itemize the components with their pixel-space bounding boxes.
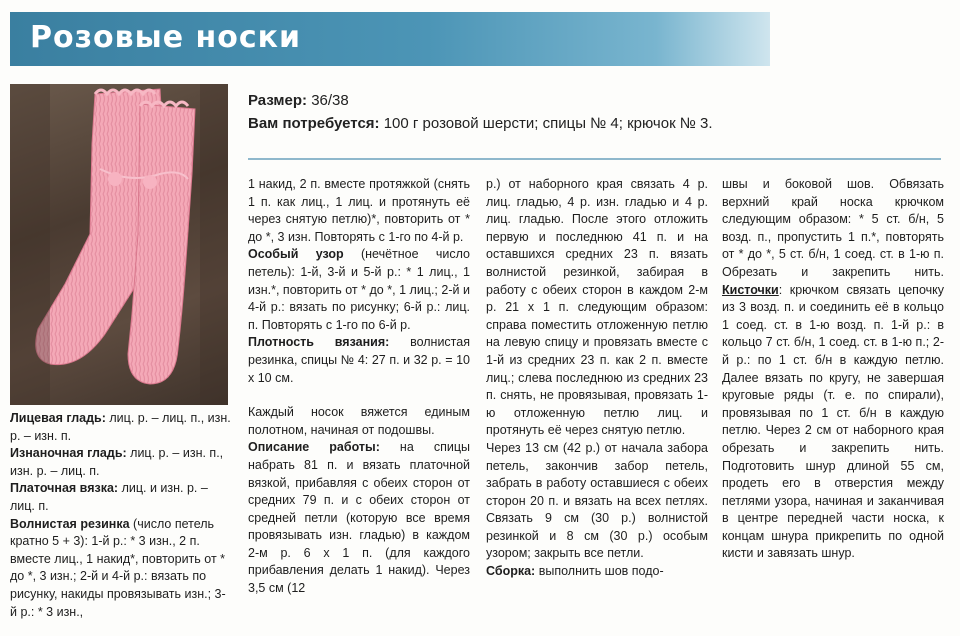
materials-label: Вам потребуется: <box>248 115 380 132</box>
page-title: Розовые носки <box>30 20 302 55</box>
tassels-text: : крючком связать цепочку из 3 возд. п. и соединить её в кольцо 1 соед. ст. в 1-ю возд. п. 1-й р.: в кольцо 7 ст. б/н, 1 соед. ст. в 1-ю п.; 2-й р.: по 1 ст. б/н в каждую петлю. Далее вязать по кругу, не завершая круговые ряды (т. е. по спирали), провязывая по 1 ст. б/н в каждую петлю. Через 2 см от наборного края обрезать и закрепить нить. Подготовить шнур длиной 55 см, продеть его в отверстия между петлями узора, начиная и заканчивая в центре передней части носка, к концам шнура прикрепить по одной кисти и завязать шнур. <box>722 282 944 561</box>
assembly <box>486 563 708 581</box>
special-pattern <box>248 246 470 334</box>
stitch-text: (число петель кратно 5 + 3): 1-й р.: * 3 изн., 2 п. вместе лиц., 1 накид*, повторить от * до *, 3 изн.; 2-й и 4-й р.: вязать по рисунку, накиды провязывать изн.; 3-й р.: * 3 изн., <box>10 516 226 619</box>
size-line <box>248 89 948 112</box>
paragraph: 1 накид, 2 п. вместе протяжкой (снять 1 п. как лиц., 1 лиц. и протянуть её через снятую петлю)*, повторить от * до *, 3 изн. Повторять с 1-го по 4-й р. <box>248 177 470 244</box>
stitch-garter <box>10 480 232 515</box>
gauge-label: Плотность вязания: <box>248 335 390 350</box>
stitch-wavy-rib <box>10 516 232 622</box>
paragraph: Каждый носок вяжется единым полотном, начиная от подошвы. <box>248 405 470 437</box>
header-banner <box>10 12 770 66</box>
gauge-text: волнистая резинка, спицы № 4: 27 п. и 32 р. = 10 х 10 см. <box>248 335 470 385</box>
work-description <box>248 439 470 597</box>
stitch-label: Лицевая гладь: <box>10 411 106 425</box>
stitch-text: лиц. р. – изн. п., изн. р. – лиц. п. <box>10 446 224 478</box>
pattern-text: (нечётное число петель): 1-й, 3-й и 5-й р.: * 1 лиц., 1 изн.*, повторить от * до *, 1 лиц.; 2-й и 4-й р.: вязать по рисунку; 6-й р.: лиц. п. Повторять с 1-го по 6-й р. <box>248 247 470 332</box>
size-label: Размер: <box>248 92 308 109</box>
stitch-label: Изнаночная гладь: <box>10 446 127 461</box>
column-2 <box>248 176 470 598</box>
materials-line <box>248 112 948 135</box>
column-3 <box>486 176 708 581</box>
stitch-text: лиц. и изн. р. – лиц. п. <box>10 481 208 513</box>
stitch-text: лиц. р. – лиц. п., изн. р. – изн. п. <box>10 411 231 443</box>
column-1 <box>10 410 232 621</box>
gauge <box>248 334 470 387</box>
paragraph: р.) от наборного края связать 4 р. лиц. гладью, 4 р. изн. гладью и 4 р. лиц. гладью. После этого отложить первую и последнюю 41 п. и на оставшихся средних 23 п. вязать волнистой резинкой, забирая в работу с обеих сторон в каждом 2-м р. 21 х 1 п. следующим образом: справа поместить отложенную петлю на левую спицу и провязать вместе с 1-й из средних 23 п. как 2 п. вместе лиц.; слева последнюю из средних 23 п. снять, не провязывая, провязать 1-ю отложенную петлю лиц. и протянуть её через снятую петлю. <box>486 177 708 438</box>
pink-socks-illustration <box>10 84 228 405</box>
pattern-label: Особый узор <box>248 247 344 262</box>
stitch-label: Платочная вязка: <box>10 481 119 496</box>
work-text: на спицы набрать 81 п. и вязать платочной вязкой, прибавляя с обеих сторон от средних 79 п. и с обеих сторон от средней петли (которую все время провязывать изн. гладью) в каждом 2-м р. 6 х 1 п. (для каждого прибавления делать 1 накид). Через 3,5 см (12 <box>248 440 470 596</box>
paragraph: швы и боковой шов. Обвязать верхний край носка крючком следующим образом: * 5 ст. б/н, 5 возд. п., пропустить 1 п.*, повторять от * до *, 5 ст. б/н, 1 соед. ст. в 1-ю п. Обрезать и закрепить нить. <box>722 177 944 279</box>
finishing <box>722 176 944 563</box>
assembly-label: Сборка: <box>486 564 536 579</box>
paragraph: Через 13 см (42 р.) от начала забора петель, закончив забор петель, забрать в работу оставшиеся с обеих сторон 20 п. и вязать на всех петлях. Связать 9 см (30 р.) волнистой резинкой и 8 см (30 р.) особым узором; закрыть все петли. <box>486 440 708 561</box>
section-divider <box>248 158 941 160</box>
stitch-stockinette <box>10 410 232 445</box>
assembly-text: выполнить шов подо- <box>538 564 664 579</box>
stitch-label: Волнистая резинка <box>10 516 130 531</box>
materials-value: 100 г розовой шерсти; спицы № 4; крючок № 3. <box>383 115 713 132</box>
sock-photo <box>10 84 228 405</box>
intro-block <box>248 89 948 135</box>
column-4 <box>722 176 944 563</box>
size-value: 36/38 <box>311 92 349 109</box>
work-label: Описание работы: <box>248 440 380 455</box>
stitch-reverse <box>10 445 232 480</box>
tassels-label: Кисточки <box>722 282 779 297</box>
